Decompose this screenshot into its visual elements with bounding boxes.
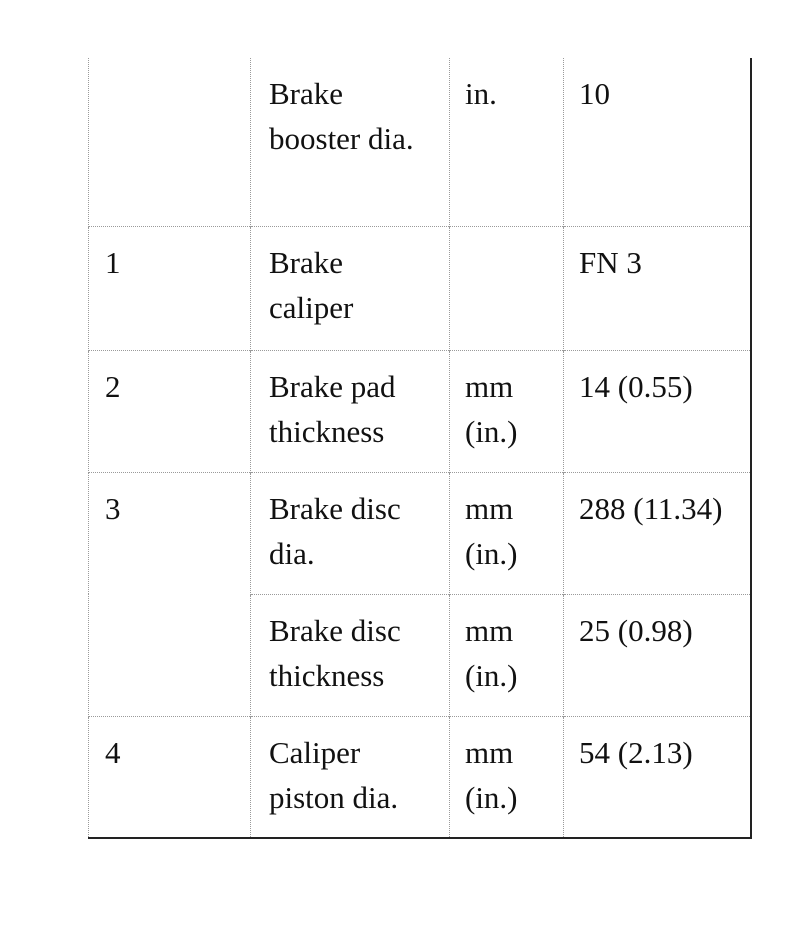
item-name-cell: Brake disc thickness <box>251 594 450 716</box>
table-row <box>89 58 751 226</box>
value-cell: 54 (2.13) <box>564 716 751 838</box>
item-number-cell: 4 <box>89 716 251 838</box>
item-name-cell: Brake caliper <box>251 226 450 350</box>
item-name-cell: Brake disc dia. <box>251 472 450 594</box>
item-name-cell: Brake booster dia. <box>251 58 450 226</box>
unit-cell: mm (in.) <box>450 350 564 472</box>
brake-specification-table <box>88 58 752 839</box>
unit-cell: mm (in.) <box>450 716 564 838</box>
value-cell: 25 (0.98) <box>564 594 751 716</box>
table-row <box>89 716 751 838</box>
value-cell: 288 (11.34) <box>564 472 751 594</box>
value-cell: FN 3 <box>564 226 751 350</box>
item-number-cell: 2 <box>89 350 251 472</box>
table-row <box>89 226 751 350</box>
item-number-cell <box>89 58 251 226</box>
table-row <box>89 472 751 594</box>
item-name-cell: Caliper piston dia. <box>251 716 450 838</box>
unit-cell <box>450 226 564 350</box>
unit-cell: in. <box>450 58 564 226</box>
item-number-cell: 1 <box>89 226 251 350</box>
unit-cell: mm (in.) <box>450 594 564 716</box>
value-cell: 14 (0.55) <box>564 350 751 472</box>
spec-table-container <box>88 58 750 838</box>
table-row <box>89 350 751 472</box>
value-cell: 10 <box>564 58 751 226</box>
item-number-cell: 3 <box>89 472 251 716</box>
unit-cell: mm (in.) <box>450 472 564 594</box>
item-name-cell: Brake pad thickness <box>251 350 450 472</box>
